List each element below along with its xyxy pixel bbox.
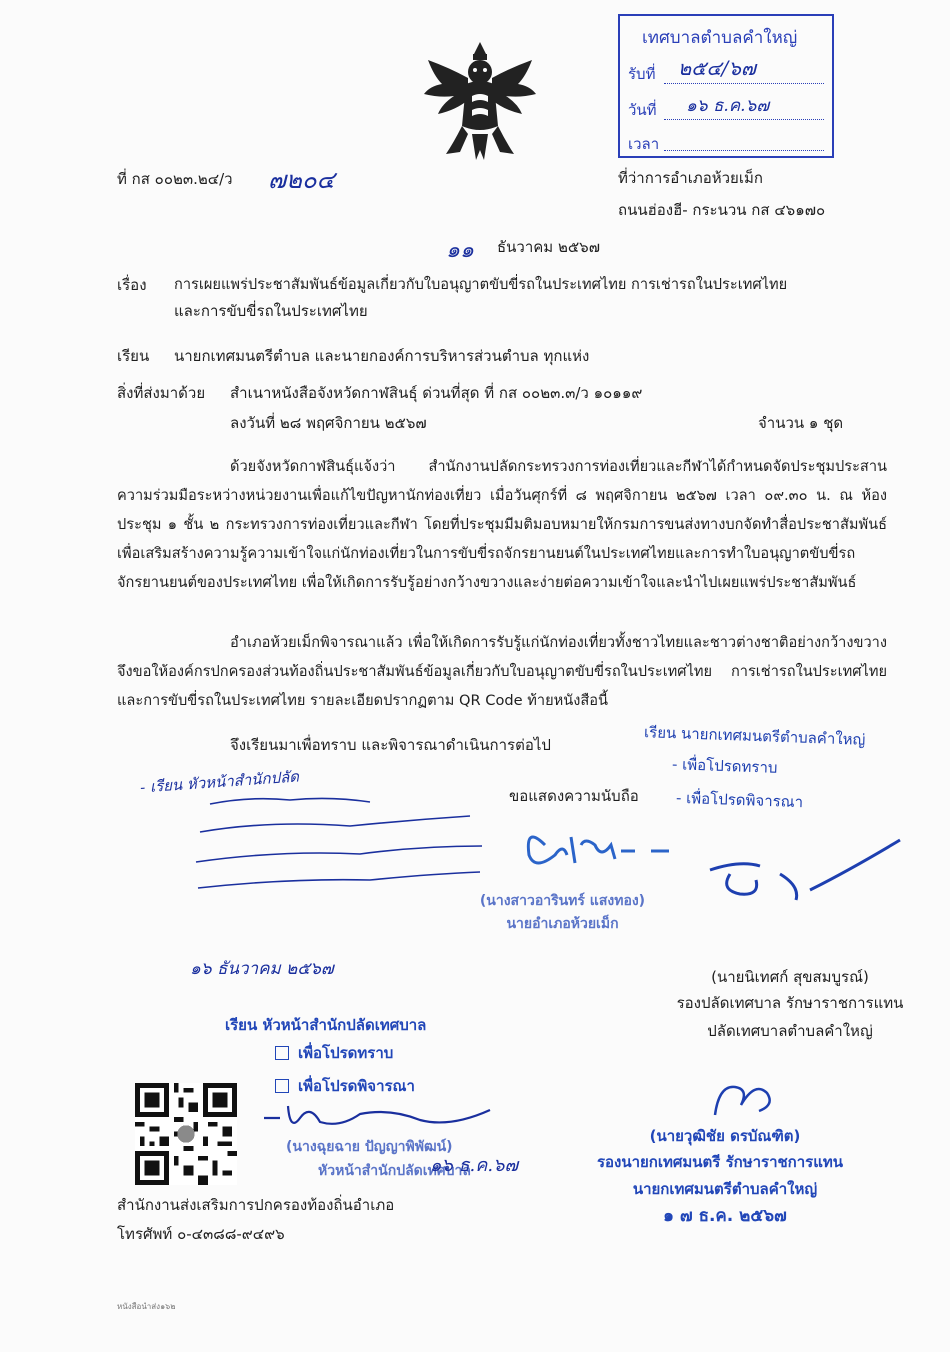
stamp-divider-2 <box>664 119 824 120</box>
salutation-text: นายกเทศมนตรีตำบล และนายกองค์การบริหารส่วนตำบล ทุกแห่ง <box>174 347 590 365</box>
document-number-handwritten: ๗๒๐๔ <box>268 166 335 194</box>
deputy-clerk-title-1: รองปลัดเทศบาล รักษาราชการแทน <box>676 994 904 1012</box>
stamp-recv-label: รับที่ <box>628 65 656 83</box>
deputy-mayor-signature <box>705 1075 785 1129</box>
checkbox-consider <box>275 1079 289 1093</box>
stamp-date-value: ๑๖ ธ.ค.๖๗ <box>686 96 770 116</box>
mayor-note-option-1: - เพื่อโปรดทราบ <box>671 755 778 777</box>
enclosure-line-1: สำเนาหนังสือจังหวัดกาฬสินธุ์ ด่วนที่สุด ที่ กส ๐๐๒๓.๓/ว ๑๐๑๑๙ <box>230 384 643 402</box>
district-chief-signature <box>515 815 675 879</box>
date-day-handwritten: ๑๑ <box>446 238 474 263</box>
office-name: ที่ว่าการอำเภอห้วยเม็ก <box>618 169 763 187</box>
section-head-date: ๑๖ ธ.ค.๖๗ <box>430 1155 519 1176</box>
subject-line-1: การเผยแพร่ประชาสัมพันธ์ข้อมูลเกี่ยวกับใบอนุญาตขับขี่รถในประเทศไทย การเช่ารถในประเทศไทย <box>174 276 788 293</box>
deputy-clerk-name: (นายนิเทศก์ สุขสมบูรณ์) <box>711 968 869 986</box>
section-head-title: หัวหน้าสำนักปลัดเทศบาล <box>318 1163 471 1179</box>
enclosure-quantity: จำนวน ๑ ชุด <box>758 414 844 432</box>
garuda-emblem-icon <box>420 38 540 163</box>
salutation-label: เรียน <box>117 347 150 365</box>
checkbox-acknowledge <box>275 1046 289 1060</box>
stamp-org: เทศบาลตำบลคำใหญ่ <box>642 28 798 48</box>
footer-form-code: หนังสือนำส่ง๑๖๒ <box>117 1302 176 1311</box>
left-handwritten-note: - เรียน หัวหน้าสำนักปลัด <box>139 767 300 797</box>
stamp-date-label: วันที่ <box>628 101 657 119</box>
stamp-divider-1 <box>664 83 824 84</box>
deputy-clerk-title-2: ปลัดเทศบาลตำบลคำใหญ่ <box>707 1022 873 1040</box>
subject-label: เรื่อง <box>117 276 147 294</box>
mayor-note-option-2: - เพื่อโปรดพิจารณา <box>675 788 804 812</box>
district-chief-name: (นางสาวอารินทร์ แสงทอง) <box>479 893 646 909</box>
receive-stamp <box>618 14 834 158</box>
office-address: ถนนฮ่องฮี- กระนวน กส ๔๖๑๗๐ <box>618 201 826 219</box>
mayor-note-to: เรียน นายกเทศมนตรีตำบลคำใหญ่ <box>643 723 866 749</box>
section-head-option-1: เพื่อโปรดทราบ <box>298 1044 394 1062</box>
deputy-clerk-signature <box>700 830 910 914</box>
body-paragraph-1: ด้วยจังหวัดกาฬสินธุ์แจ้งว่า สำนักงานปลัดกระทรวงการท่องเที่ยวและกีฬาได้กำหนดจัดประชุมประสานความร่วมมือระหว่างหน่วยงานเพื่อแก้ไขปัญหานักท่องเที่ยว เมื่อวันศุกร์ที่ ๘ พฤศจิกายน ๒๕๖๗ เวลา ๐๙.๓๐ น. ณ ห้องประชุม ๑ ชั้น ๒ กระทรวงการท่องเที่ยวและกีฬา โดยที่ประชุมมีมติมอบหมายให้กรมการขนส่งทางบกจัดทำสื่อประชาสัมพันธ์เพื่อเสริมสร้างความรู้ความเข้าใจแก่นักท่องเที่ยวในการขับขี่รถจักรยานยนต์ในประเทศไทยและการทำใบอนุญาตขับขี่รถจักรยานยนต์ของประเทศไทย เพื่อให้เกิดการรับรู้อย่างกว้างขวางและง่ายต่อความเข้าใจและนำไปเผยแพร่ประชาสัมพันธ์ <box>117 458 887 591</box>
stamp-time-label: เวลา <box>628 135 660 153</box>
footer-phone: โทรศัพท์ ๐-๔๓๘๘-๙๔๙๖ <box>117 1225 285 1243</box>
footer-unit: สำนักงานส่งเสริมการปกครองท้องถิ่นอำเภอ <box>117 1196 395 1214</box>
deputy-mayor-title-2: นายกเทศมนตรีตำบลคำใหญ่ <box>632 1180 818 1198</box>
section-head-name: (นางฉุยฉาย ปัญญาพิพัฒน์) <box>286 1139 453 1155</box>
left-handwritten-scribble <box>190 790 490 944</box>
document-date: ธันวาคม ๒๕๖๗ <box>497 238 600 256</box>
deputy-mayor-title-1: รองนายกเทศมนตรี รักษาราชการแทน <box>596 1153 844 1171</box>
enclosure-line-2: ลงวันที่ ๒๘ พฤศจิกายน ๒๕๖๗ <box>230 414 427 432</box>
stamp-recv-value: ๒๕๔/๖๗ <box>678 56 756 80</box>
section-head-option-2: เพื่อโปรดพิจารณา <box>298 1077 415 1095</box>
stamp-divider-3 <box>664 150 824 151</box>
qr-code-icon <box>135 1083 237 1185</box>
deputy-mayor-date: ๑ ๗ ธ.ค. ๒๕๖๗ <box>663 1206 787 1226</box>
respect-line: ขอแสดงความนับถือ <box>509 787 639 805</box>
body-paragraph-2: อำเภอห้วยเม็กพิจารณาแล้ว เพื่อให้เกิดการรับรู้แก่นักท่องเที่ยวทั้งชาวไทยและชาวต่างชาติอย่างกว้างขวาง จึงขอให้องค์กรปกครองส่วนท้องถิ่นประชาสัมพันธ์ข้อมูลเกี่ยวกับใบอนุญาตขับขี่รถในประเทศไทย การเช่ารถในประเทศไทย และการขับขี่รถในประเทศไทย รายละเอียดปรากฏตาม QR Code ท้ายหนังสือนี้ <box>117 634 887 709</box>
district-chief-title: นายอำเภอห้วยเม็ก <box>506 916 619 932</box>
closing-line: จึงเรียนมาเพื่อทราบ และพิจารณาดำเนินการต่อไป <box>230 736 551 754</box>
subject-line-2: และการขับขี่รถในประเทศไทย <box>174 302 368 320</box>
document-number: ที่ กส ๐๐๒๓.๒๔/ว <box>117 170 233 188</box>
left-handwritten-date: ๑๖ ธันวาคม ๒๕๖๗ <box>190 959 334 979</box>
section-head-to: เรียน หัวหน้าสำนักปลัดเทศบาล <box>225 1016 427 1034</box>
deputy-mayor-name: (นายวุฒิชัย ดรบัณฑิต) <box>649 1127 801 1145</box>
enclosure-label: สิ่งที่ส่งมาด้วย <box>117 384 206 402</box>
